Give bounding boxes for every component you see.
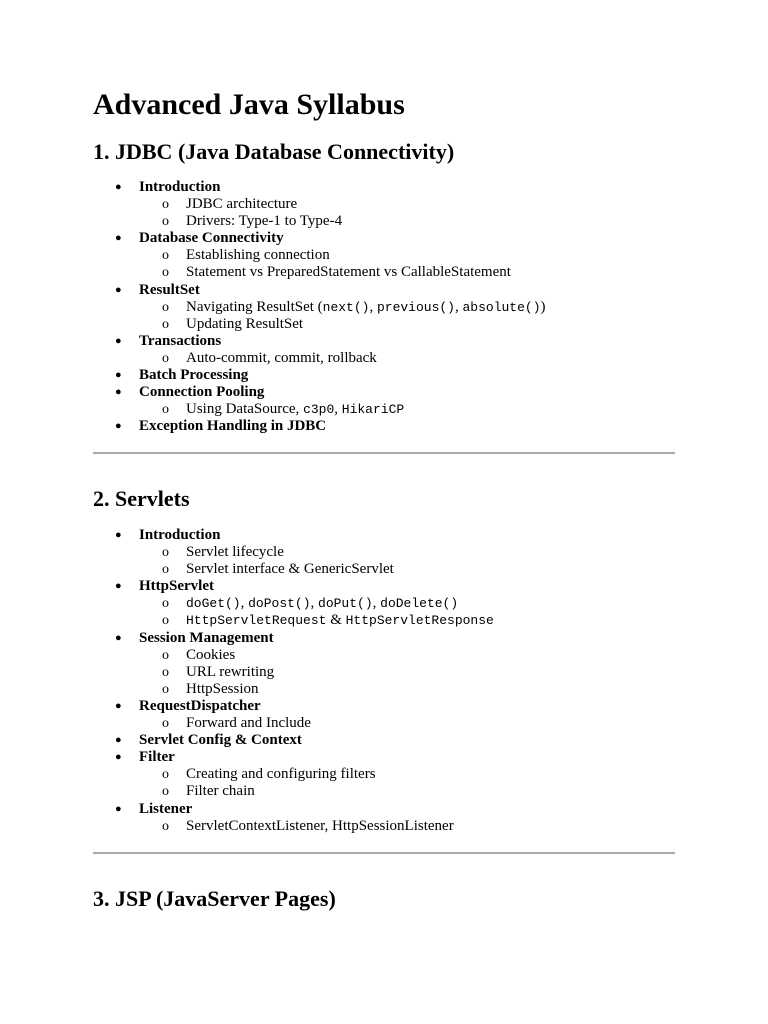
topic-item: [93, 384, 546, 418]
bullet-icon: ●: [115, 369, 122, 382]
topic-label: ResultSet: [139, 281, 200, 298]
section-heading-servlets: 2. Servlets: [93, 486, 190, 511]
subtopic-item: [139, 561, 494, 578]
subtopic-text: HttpServletRequest & HttpServletResponse: [186, 612, 494, 629]
circle-bullet-icon: o: [162, 596, 169, 612]
code-snippet: c3p0: [303, 402, 335, 418]
subtopic-item: [139, 196, 546, 213]
code-snippet: HikariCP: [341, 402, 405, 418]
bullet-icon: ●: [115, 751, 122, 764]
subtopic-item: [139, 681, 494, 698]
bullet-icon: ●: [115, 580, 122, 593]
circle-bullet-icon: o: [162, 197, 169, 213]
topic-label: HttpServlet: [139, 578, 214, 595]
subtopic-item: [139, 316, 546, 333]
topic-item: [93, 527, 494, 578]
code-snippet: next(): [322, 299, 370, 315]
code-snippet: HttpServletResponse: [345, 613, 494, 629]
circle-bullet-icon: o: [162, 402, 169, 418]
code-snippet: absolute(): [462, 299, 541, 315]
subtopic-item: [139, 647, 494, 664]
subtopic-item: [139, 544, 494, 561]
topic-item: [93, 230, 546, 281]
topic-label: Listener: [139, 800, 193, 817]
subtopic-text: Auto-commit, commit, rollback: [186, 349, 377, 366]
circle-bullet-icon: o: [162, 818, 169, 834]
subtopic-text: doGet(), doPost(), doPut(), doDelete(): [186, 595, 459, 612]
topic-item: [93, 418, 546, 435]
bullet-icon: ●: [115, 232, 122, 245]
subtopic-item: [139, 401, 546, 418]
bullet-icon: ●: [115, 699, 122, 712]
subtopic-list: [139, 401, 546, 418]
topic-item: [93, 179, 546, 230]
subtopic-list: [139, 766, 494, 800]
subtopic-item: [139, 664, 494, 681]
circle-bullet-icon: o: [162, 545, 169, 561]
topic-label: Introduction: [139, 179, 221, 195]
code-snippet: doGet(): [186, 596, 241, 612]
topic-label: RequestDispatcher: [139, 697, 261, 714]
bullet-icon: ●: [115, 334, 122, 347]
subtopic-text: Servlet interface & GenericServlet: [186, 561, 394, 578]
bullet-icon: ●: [115, 420, 122, 433]
topic-item: [93, 578, 494, 629]
section-heading-jsp: 3. JSP (JavaServer Pages): [93, 886, 336, 911]
topic-item: [93, 749, 494, 800]
subtopic-text: Servlet lifecycle: [186, 544, 284, 561]
bullet-icon: ●: [115, 181, 122, 193]
subtopic-text: Using DataSource, c3p0, HikariCP: [186, 401, 405, 418]
circle-bullet-icon: o: [162, 716, 169, 732]
subtopic-list: [139, 299, 546, 333]
subtopic-text: Filter chain: [186, 783, 255, 800]
circle-bullet-icon: o: [162, 316, 169, 332]
circle-bullet-icon: o: [162, 784, 169, 800]
topic-item: [93, 333, 546, 367]
subtopic-item: [139, 818, 494, 835]
topic-label: Transactions: [139, 332, 222, 349]
servlets-topic-list: [93, 527, 494, 835]
circle-bullet-icon: o: [162, 681, 169, 697]
topic-label: Database Connectivity: [139, 230, 284, 247]
circle-bullet-icon: o: [162, 350, 169, 366]
code-snippet: doPost(): [248, 596, 311, 612]
subtopic-text: Establishing connection: [186, 247, 330, 264]
subtopic-list: [139, 595, 494, 629]
subtopic-list: [139, 196, 546, 230]
subtopic-item: [139, 783, 494, 800]
circle-bullet-icon: o: [162, 248, 169, 264]
topic-label: Filter: [139, 749, 175, 766]
bullet-icon: ●: [115, 529, 122, 541]
topic-item: [93, 732, 494, 749]
topic-item: [93, 282, 546, 333]
subtopic-item: [139, 766, 494, 783]
topic-item: [93, 630, 494, 698]
subtopic-list: [139, 544, 494, 578]
topic-label: Exception Handling in JDBC: [139, 418, 327, 435]
section-divider: [93, 452, 675, 454]
circle-bullet-icon: o: [162, 265, 169, 281]
circle-bullet-icon: o: [162, 299, 169, 315]
subtopic-item: [139, 213, 546, 230]
section-divider: [93, 852, 675, 854]
subtopic-text: Updating ResultSet: [186, 315, 304, 332]
subtopic-item: [139, 612, 494, 629]
subtopic-text: Statement vs PreparedStatement vs CallableStatement: [186, 264, 511, 281]
topic-item: [93, 801, 494, 835]
bullet-icon: ●: [115, 283, 122, 296]
subtopic-item: [139, 299, 546, 316]
subtopic-text: Cookies: [186, 646, 236, 663]
bullet-icon: ●: [115, 386, 122, 399]
circle-bullet-icon: o: [162, 562, 169, 578]
subtopic-text: URL rewriting: [186, 663, 275, 680]
topic-label: Servlet Config & Context: [139, 732, 302, 749]
subtopic-text: Forward and Include: [186, 715, 311, 732]
bullet-icon: ●: [115, 802, 122, 815]
subtopic-item: [139, 264, 546, 281]
subtopic-text: JDBC architecture: [186, 196, 298, 213]
bullet-icon: ●: [115, 734, 122, 747]
topic-item: [93, 367, 546, 384]
subtopic-list: [139, 350, 546, 367]
topic-label: Connection Pooling: [139, 384, 265, 401]
topic-label: Session Management: [139, 629, 274, 646]
subtopic-item: [139, 595, 494, 612]
section-heading-jdbc: 1. JDBC (Java Database Connectivity): [93, 139, 455, 164]
code-snippet: doDelete(): [380, 596, 459, 612]
subtopic-text: ServletContextListener, HttpSessionListener: [186, 817, 454, 834]
topic-item: [93, 698, 494, 732]
subtopic-list: [139, 647, 494, 698]
subtopic-text: Drivers: Type-1 to Type-4: [186, 213, 343, 230]
jdbc-topic-list: [93, 179, 546, 435]
bullet-icon: ●: [115, 631, 122, 644]
circle-bullet-icon: o: [162, 613, 169, 629]
topic-label: Batch Processing: [139, 367, 249, 384]
circle-bullet-icon: o: [162, 647, 169, 663]
circle-bullet-icon: o: [162, 664, 169, 680]
code-snippet: doPut(): [318, 596, 373, 612]
subtopic-list: [139, 247, 546, 281]
topic-label: Introduction: [139, 527, 221, 543]
subtopic-text: Navigating ResultSet (next(), previous(), absolute()): [186, 298, 546, 315]
code-snippet: HttpServletRequest: [186, 613, 327, 629]
subtopic-list: [139, 818, 494, 835]
subtopic-item: [139, 715, 494, 732]
subtopic-text: Creating and configuring filters: [186, 766, 376, 783]
code-snippet: previous(): [376, 299, 455, 315]
circle-bullet-icon: o: [162, 767, 169, 783]
subtopic-item: [139, 247, 546, 264]
subtopic-text: HttpSession: [186, 680, 259, 697]
subtopic-list: [139, 715, 494, 732]
circle-bullet-icon: o: [162, 214, 169, 230]
subtopic-item: [139, 350, 546, 367]
page-title: Advanced Java Syllabus: [93, 88, 405, 121]
